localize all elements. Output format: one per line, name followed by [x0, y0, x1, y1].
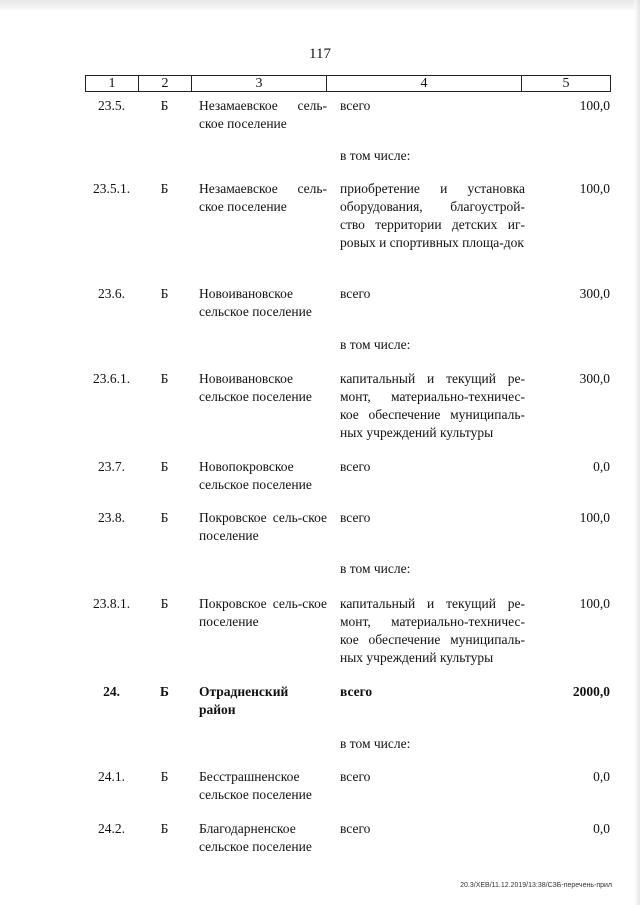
row-amount: 100,0	[579, 98, 610, 113]
row-purpose: всего	[340, 286, 371, 301]
row-code: 23.7.	[98, 459, 125, 474]
row-code: 23.8.	[98, 510, 125, 525]
subhead: в том числе:	[340, 337, 411, 352]
row-purpose: всего	[340, 684, 373, 699]
row-code: 24.1.	[98, 769, 125, 784]
page-number: 117	[309, 46, 331, 62]
row-amount: 0,0	[593, 459, 610, 474]
row-purpose: всего	[340, 821, 371, 836]
row-type: Б	[160, 181, 169, 196]
row-code: 23.5.1.	[92, 181, 131, 196]
row-type: Б	[160, 510, 169, 525]
header-col-2: 2	[139, 76, 192, 91]
row-type: Б	[160, 684, 169, 699]
row-name: Отрадненский район	[199, 684, 289, 717]
row-purpose: всего	[340, 769, 371, 784]
row-type: Б	[160, 286, 169, 301]
header-col-1: 1	[86, 76, 139, 91]
row-name: Благодарненское сельское поселение	[199, 821, 312, 854]
row-type: Б	[160, 459, 169, 474]
row-code: 23.5.	[98, 98, 125, 113]
header-col-3: 3	[192, 76, 327, 91]
row-type: Б	[160, 98, 169, 113]
row-name: Покровское сель-ское поселение	[199, 596, 327, 629]
row-purpose: всего	[340, 98, 371, 113]
row-type: Б	[160, 769, 169, 784]
row-purpose: приобретение и установка оборудования, благоустрой-ство территории детских иг-ровых и спортивных площа-док	[340, 181, 525, 250]
row-type: Б	[160, 821, 169, 836]
row-amount: 300,0	[579, 371, 610, 386]
row-code: 23.6.1.	[92, 371, 131, 386]
header-col-5: 5	[562, 76, 570, 91]
subhead: в том числе:	[340, 736, 411, 751]
row-amount: 100,0	[579, 181, 610, 196]
row-name: Бесстрашненское сельское поселение	[199, 769, 312, 802]
row-amount: 0,0	[593, 821, 610, 836]
row-code: 24.	[103, 684, 120, 699]
row-amount: 100,0	[579, 596, 610, 611]
row-purpose: капитальный и текущий ре-монт, материально-техничес-кое обеспечение муниципаль-ных учреждений культуры	[340, 596, 525, 665]
row-purpose: капитальный и текущий ре-монт, материально-техничес-кое обеспечение муниципаль-ных учреждений культуры	[340, 371, 525, 440]
row-type: Б	[160, 596, 169, 611]
row-amount: 0,0	[593, 769, 610, 784]
scan-edge-top	[0, 0, 640, 10]
row-name: Новопокровское сельское поселение	[199, 459, 312, 492]
row-name: Новоивановское сельское поселение	[199, 371, 312, 404]
subhead: в том числе:	[340, 561, 411, 576]
row-purpose: всего	[340, 459, 371, 474]
row-code: 23.6.	[98, 286, 125, 301]
row-name: Новоивановское сельское поселение	[199, 286, 312, 319]
row-amount: 300,0	[579, 286, 610, 301]
row-name: Незамаевское сель-ское поселение	[199, 98, 327, 131]
row-amount: 100,0	[579, 510, 610, 525]
row-code: 23.8.1.	[92, 596, 131, 611]
row-purpose: всего	[340, 510, 371, 525]
header-col-4: 4	[327, 76, 522, 91]
document-footer-code: 20.3/ХЕВ/11.12.2019/13:38/СЗБ-перечень-прил	[460, 882, 612, 889]
table-header	[85, 75, 611, 92]
row-name: Незамаевское сель-ское поселение	[199, 181, 327, 214]
row-code: 24.2.	[98, 821, 125, 836]
subhead: в том числе:	[340, 148, 411, 163]
scan-edge-right	[634, 0, 640, 905]
row-name: Покровское сель-ское поселение	[199, 510, 327, 543]
row-amount: 2000,0	[572, 684, 610, 699]
row-type: Б	[160, 371, 169, 386]
